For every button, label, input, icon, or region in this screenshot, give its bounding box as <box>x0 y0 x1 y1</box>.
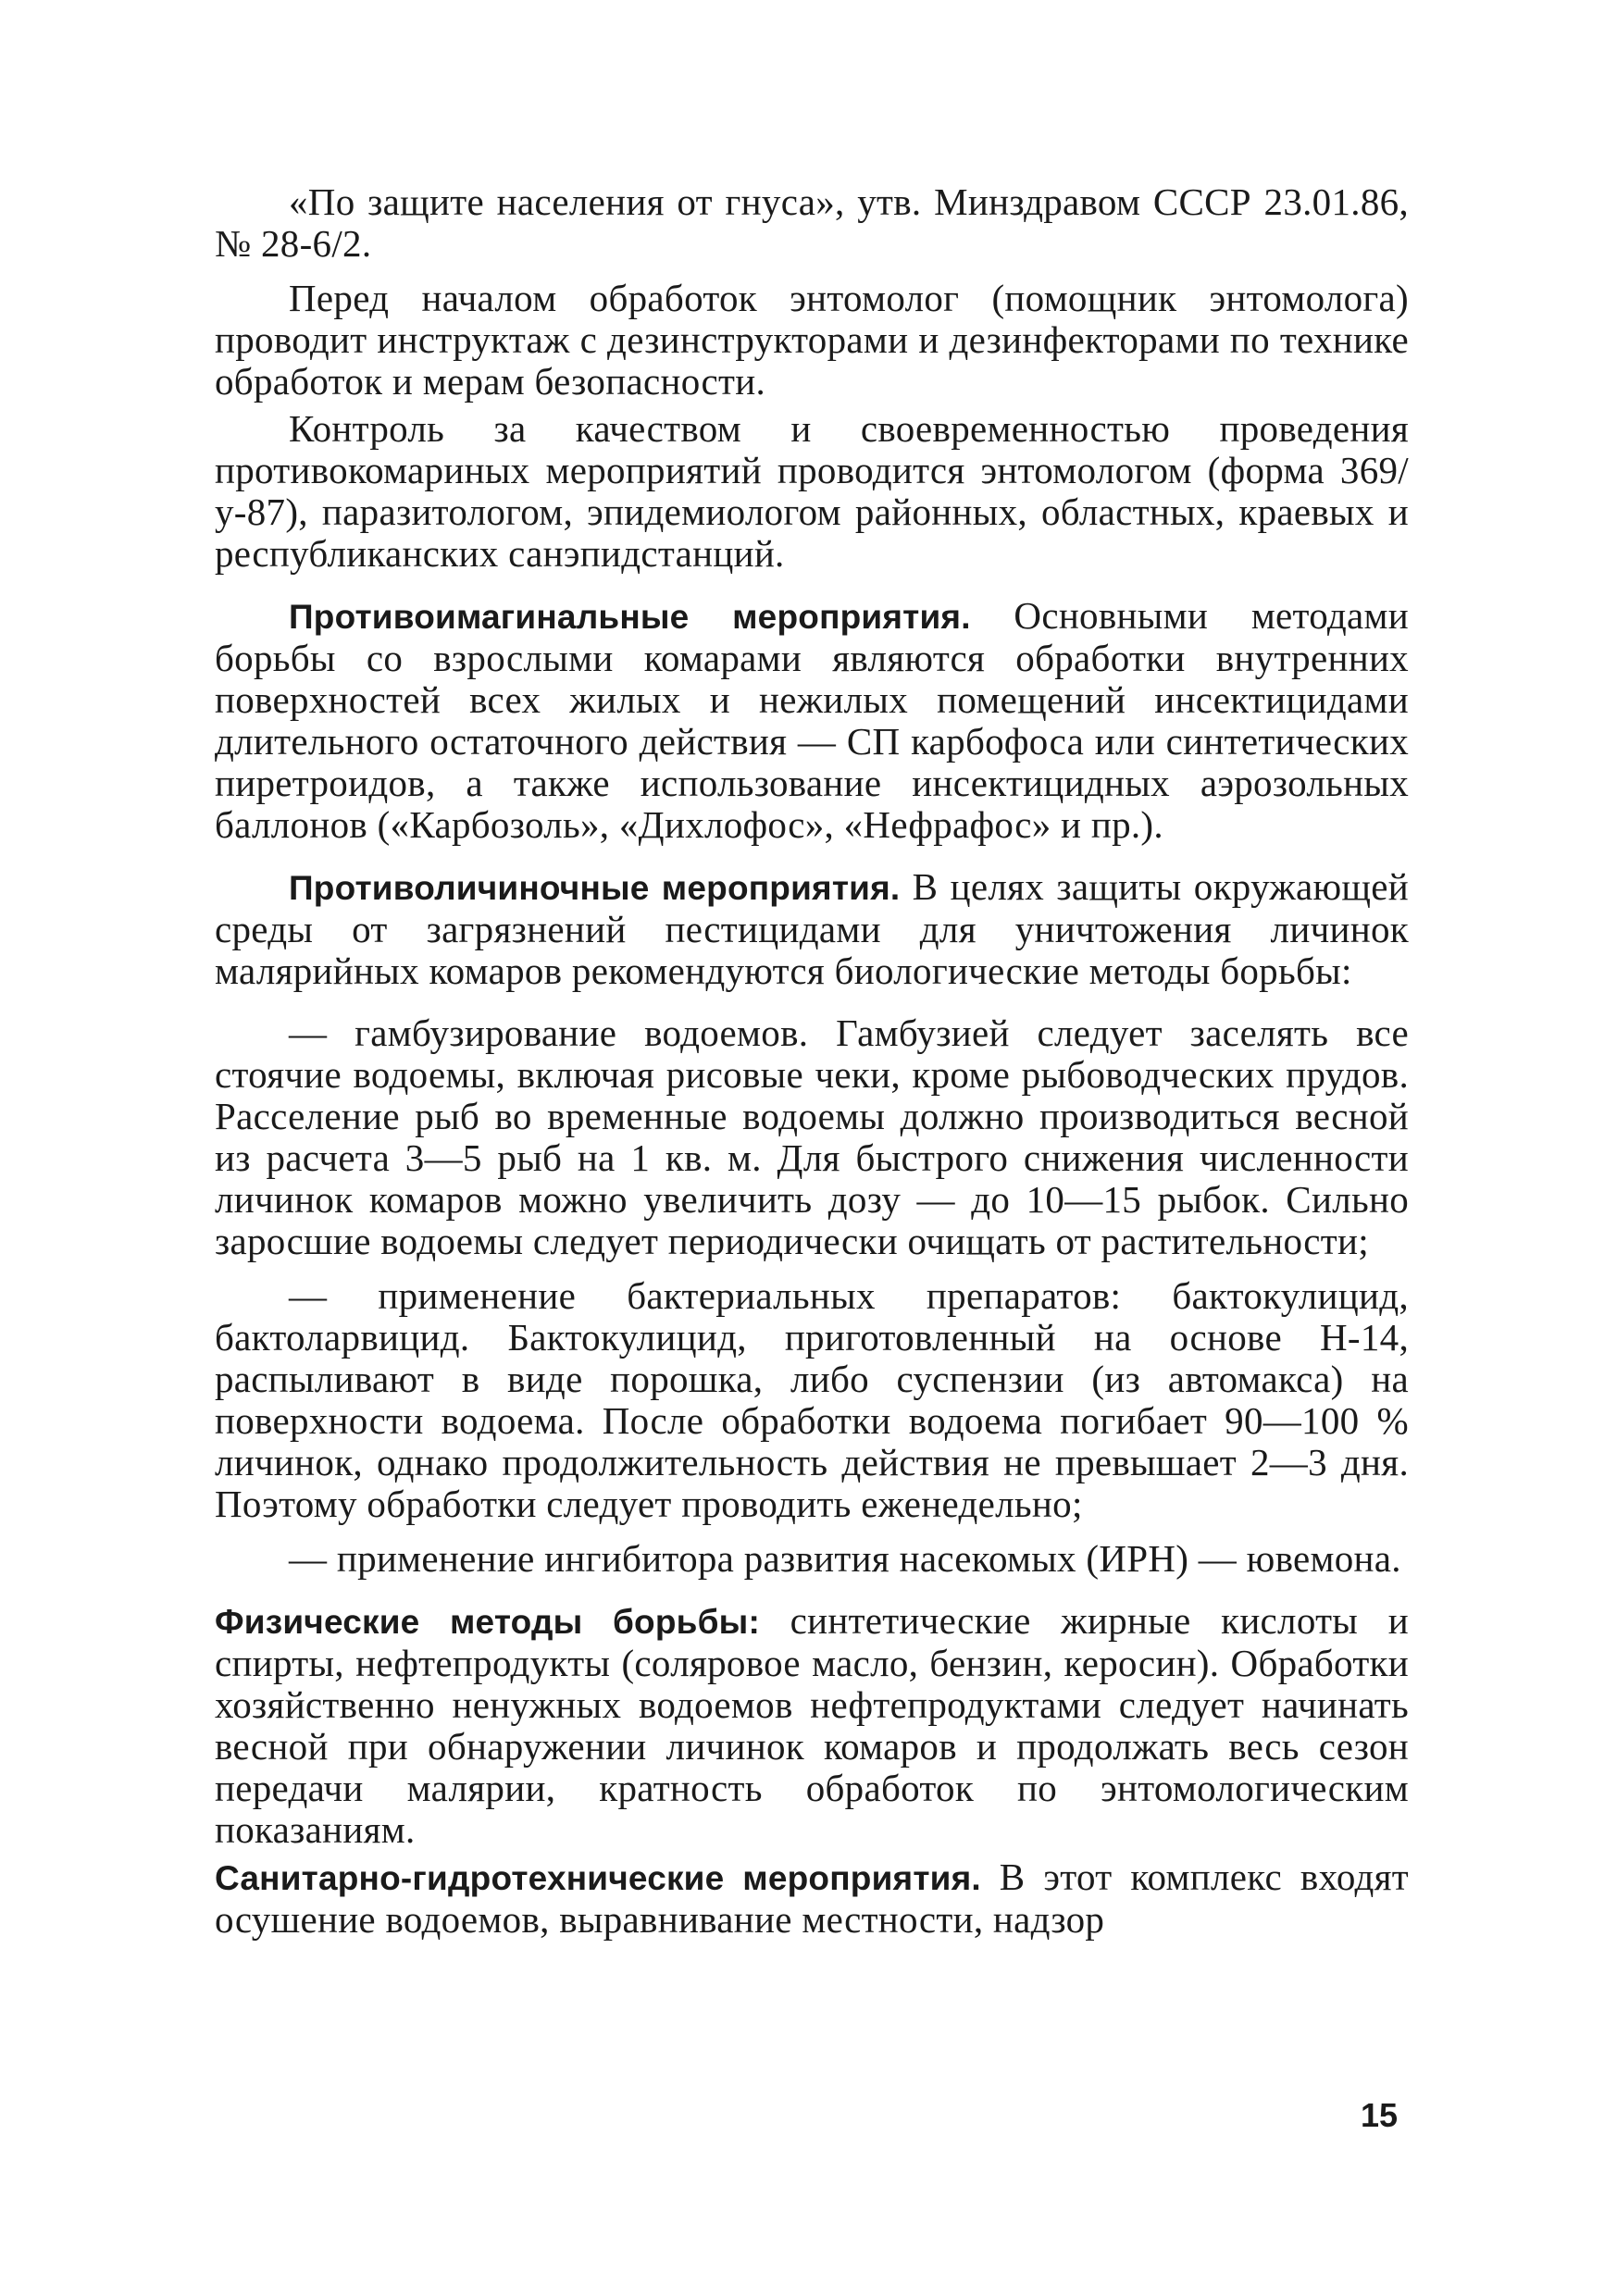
page-body <box>215 181 1409 1941</box>
paragraph-4-text: Основными методами борьбы со взрослыми комарами являются обработки внутренних поверхностей всех жилых и нежилых помещений инсектицидами длительного остаточного действия — СП карбофоса или синтетических пиретроидов, а также использование инсектицидных аэрозольных баллонов («Карбозоль», «Дихлофос», «Нефрафос» и пр.). <box>215 594 1409 846</box>
paragraph-5-heading: Противоличиночные мероприятия. <box>289 869 901 907</box>
paragraph-6-text: — гамбузирование водоемов. Гамбузией следует заселять все стоячие водоемы, включая рисовые чеки, кроме рыбоводческих прудов. Расселение рыб во временные водоемы должно производиться весной из расчета 3—5 рыб на 1 кв. м. Для быстрого снижения численности личинок комаров можно увеличить дозу — до 10—15 рыбок. Сильно заросшие водоемы следует периодически очищать от растительности; <box>215 1011 1409 1262</box>
paragraph-10 <box>215 1856 1409 1941</box>
paragraph-2 <box>215 278 1409 403</box>
paragraph-1-text: «По защите населения от гнуса», утв. Минздравом СССР 23.01.86, № 28-6/2. <box>215 180 1409 265</box>
paragraph-10-heading: Санитарно-гидротехнические мероприятия. <box>215 1859 981 1897</box>
paragraph-8 <box>215 1538 1409 1580</box>
paragraph-4 <box>215 595 1409 846</box>
paragraph-10-text: В этот комплекс входят осушение водоемов, выравнивание местности, надзор <box>215 1855 1409 1941</box>
paragraph-9-heading: Физические методы борьбы: <box>215 1603 760 1641</box>
paragraph-6 <box>215 1012 1409 1262</box>
paragraph-9-text: синтетические жирные кислоты и спирты, нефтепродукты (соляровое масло, бензин, керосин). Обработки хозяйственно ненужных водоемов нефтепродуктами следует начинать весной при обнаружении личинок комаров и продолжать весь сезон передачи малярии, кратность обработок по энтомологическим показаниям. <box>215 1599 1409 1851</box>
paragraph-9 <box>215 1600 1409 1851</box>
paragraph-5-text: В целях защиты окружающей среды от загрязнений пестицидами для уничтожения личинок малярийных комаров рекомендуются биологические методы борьбы: <box>215 865 1409 992</box>
paragraph-7 <box>215 1275 1409 1525</box>
paragraph-5 <box>215 866 1409 992</box>
paragraph-7-text: — применение бактериальных препаратов: бактокулицид, бактоларвицид. Бактокулицид, приготовленный на основе Н-14, распыливают в виде порошка, либо суспензии (из автомакса) на поверхности водоема. После обработки водоема погибает 90—100 % личинок, однако продолжительность действия не превышает 2—3 дня. Поэтому обработки следует проводить еженедельно; <box>215 1274 1409 1525</box>
paragraph-3 <box>215 408 1409 575</box>
paragraph-3-text: Контроль за качеством и своевременностью проведения противокомариных мероприятий проводится энтомологом (форма 369/у-87), паразитологом, эпидемиологом районных, областных, краевых и республиканских санэпидстанций. <box>215 407 1409 575</box>
paragraph-1 <box>215 181 1409 265</box>
page-number: 15 <box>1361 2096 1399 2134</box>
paragraph-2-text: Перед началом обработок энтомолог (помощник энтомолога) проводит инструктаж с дезинструкторами и дезинфекторами по технике обработок и мерам безопасности. <box>215 277 1409 403</box>
paragraph-4-heading: Противоимагинальные мероприятия. <box>289 598 971 636</box>
paragraph-8-text: — применение ингибитора развития насекомых (ИРН) — ювемона. <box>289 1537 1401 1580</box>
